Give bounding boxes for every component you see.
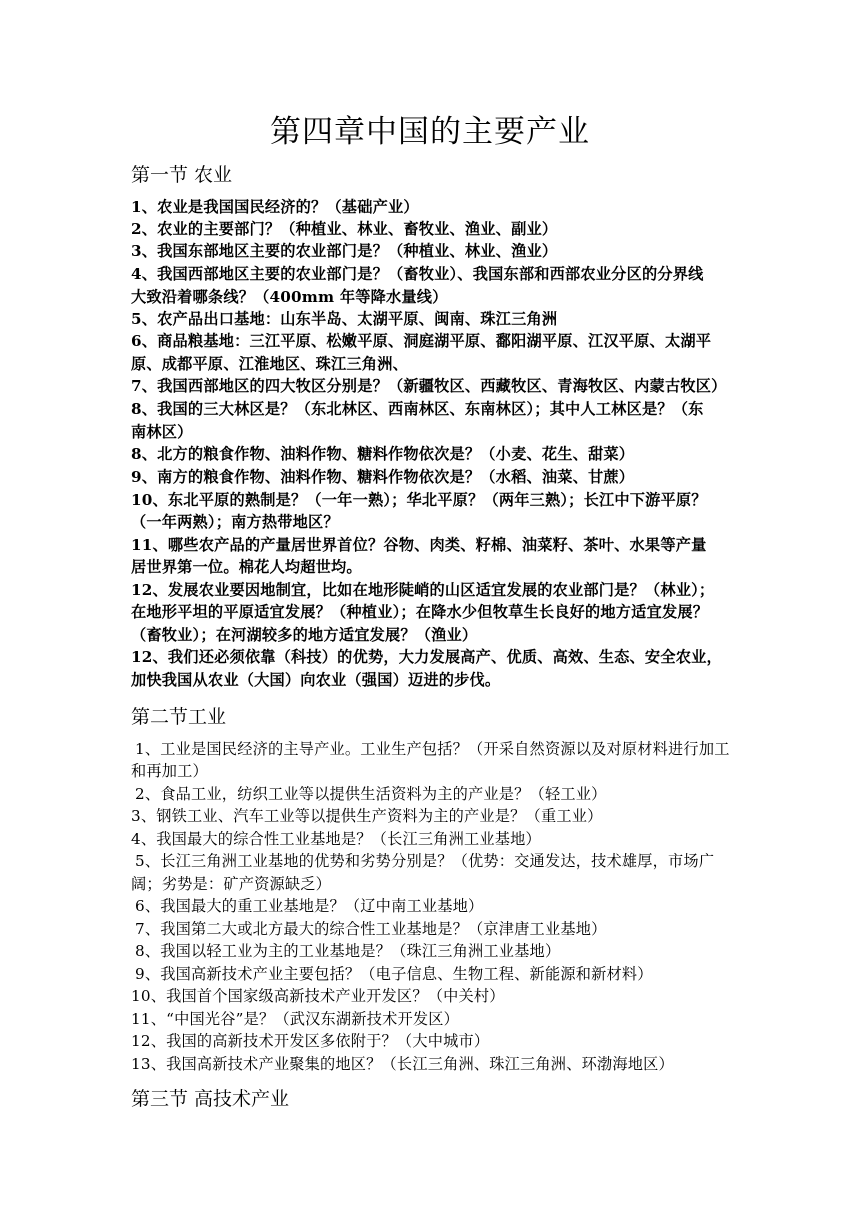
list-item: 12、我们还必须依靠（科技）的优势，大力发展高产、优质、高效、生态、安全农业，	[131, 648, 722, 666]
list-item: 3、钢铁工业、汽车工业等以提供生产资料为主的产业是？（重工业）	[131, 807, 603, 825]
list-item: 4、我国最大的综合性工业基地是？（长江三角洲工业基地）	[131, 830, 541, 848]
list-item: 12、发展农业要因地制宜，比如在地形陡峭的山区适宜发展的农业部门是？（林业）；	[131, 581, 715, 599]
section-heading-industry: 第二节工业	[131, 706, 227, 728]
list-item: 9、我国高新技术产业主要包括？（电子信息、生物工程、新能源和新材料）	[135, 965, 653, 983]
list-item: 10、东北平原的熟制是？（一年一熟）；华北平原？（两年三熟）；长江中下游平原？	[131, 491, 707, 509]
list-item: 4、我国西部地区主要的农业部门是？（畜牧业）、我国东部和西部农业分区的分界线	[131, 265, 704, 283]
list-item: 8、北方的粮食作物、油料作物、糖料作物依次是？（小麦、花生、甜菜）	[131, 445, 635, 463]
list-item: 5、长江三角洲工业基地的优势和劣势分别是？（优势：交通发达，技术雄厚，市场广	[135, 852, 715, 870]
list-item: 1、农业是我国国民经济的？（基础产业）	[131, 198, 419, 216]
list-item: 在地形平坦的平原适宜发展？（种植业）；在降水少但牧草生长良好的地方适宜发展？	[131, 603, 709, 621]
list-item: 7、我国第二大或北方最大的综合性工业基地是？（京津唐工业基地）	[135, 920, 607, 938]
list-item: 8、我国以轻工业为主的工业基地是？（珠江三角洲工业基地）	[135, 942, 561, 960]
list-item: 6、商品粮基地：三江平原、松嫩平原、洞庭湖平原、鄱阳湖平原、江汉平原、太湖平	[131, 332, 712, 350]
list-item: 11、“中国光谷”是？（武汉东湖新技术开发区）	[131, 1010, 460, 1028]
list-item: （畜牧业）；在河湖较多的地方适宜发展？（渔业）	[131, 626, 478, 644]
list-item: 13、我国高新技术产业聚集的地区？（长江三角洲、珠江三角洲、环渤海地区）	[131, 1055, 674, 1073]
section-heading-high-tech: 第三节 高技术产业	[131, 1088, 290, 1110]
page-title: 第四章中国的主要产业	[270, 114, 590, 150]
section-heading-agriculture: 第一节 农业	[131, 164, 233, 186]
list-item: 3、我国东部地区主要的农业部门是？（种植业、林业、渔业）	[131, 242, 558, 260]
list-item: 10、我国首个国家级高新技术产业开发区？（中关村）	[131, 987, 505, 1005]
list-item: 7、我国西部地区的四大牧区分别是？（新疆牧区、西藏牧区、青海牧区、内蒙古牧区）	[131, 377, 727, 395]
list-item: 8、我国的三大林区是？（东北林区、西南林区、东南林区）；其中人工林区是？（东	[131, 400, 704, 418]
list-item: 2、食品工业，纺织工业等以提供生活资料为主的产业是？（轻工业）	[135, 785, 607, 803]
list-item: 5、农产品出口基地：山东半岛、太湖平原、闽南、珠江三角洲	[131, 310, 558, 328]
list-item: 加快我国从农业（大国）向农业（强国）迈进的步伐。	[131, 671, 501, 689]
list-item: 11、哪些农产品的产量居世界首位？谷物、肉类、籽棉、油菜籽、茶叶、水果等产量	[131, 536, 707, 554]
list-item: 居世界第一位。棉花人均超世均。	[131, 558, 362, 576]
list-item: 阔；劣势是：矿产资源缺乏）	[131, 875, 332, 893]
list-item: 1、工业是国民经济的主导产业。工业生产包括？（开采自然资源以及对原材料进行加工	[135, 740, 730, 758]
list-item: 9、南方的粮食作物、油料作物、糖料作物依次是？（水稻、油菜、甘蔗）	[131, 468, 635, 486]
list-item: 2、农业的主要部门？（种植业、林业、畜牧业、渔业、副业）	[131, 220, 558, 238]
list-item: 和再加工）	[131, 762, 208, 780]
list-item: 12、我国的高新技术开发区多依附于？（大中城市）	[131, 1032, 490, 1050]
list-item: 大致沿着哪条线？（400mm 年等降水量线）	[131, 288, 448, 306]
list-item: 南林区）	[131, 423, 193, 441]
list-item: 6、我国最大的重工业基地是？（辽中南工业基地）	[135, 897, 484, 915]
list-item: （一年两熟）；南方热带地区？	[131, 513, 339, 531]
list-item: 原、成都平原、江淮地区、珠江三角洲、	[131, 355, 408, 373]
